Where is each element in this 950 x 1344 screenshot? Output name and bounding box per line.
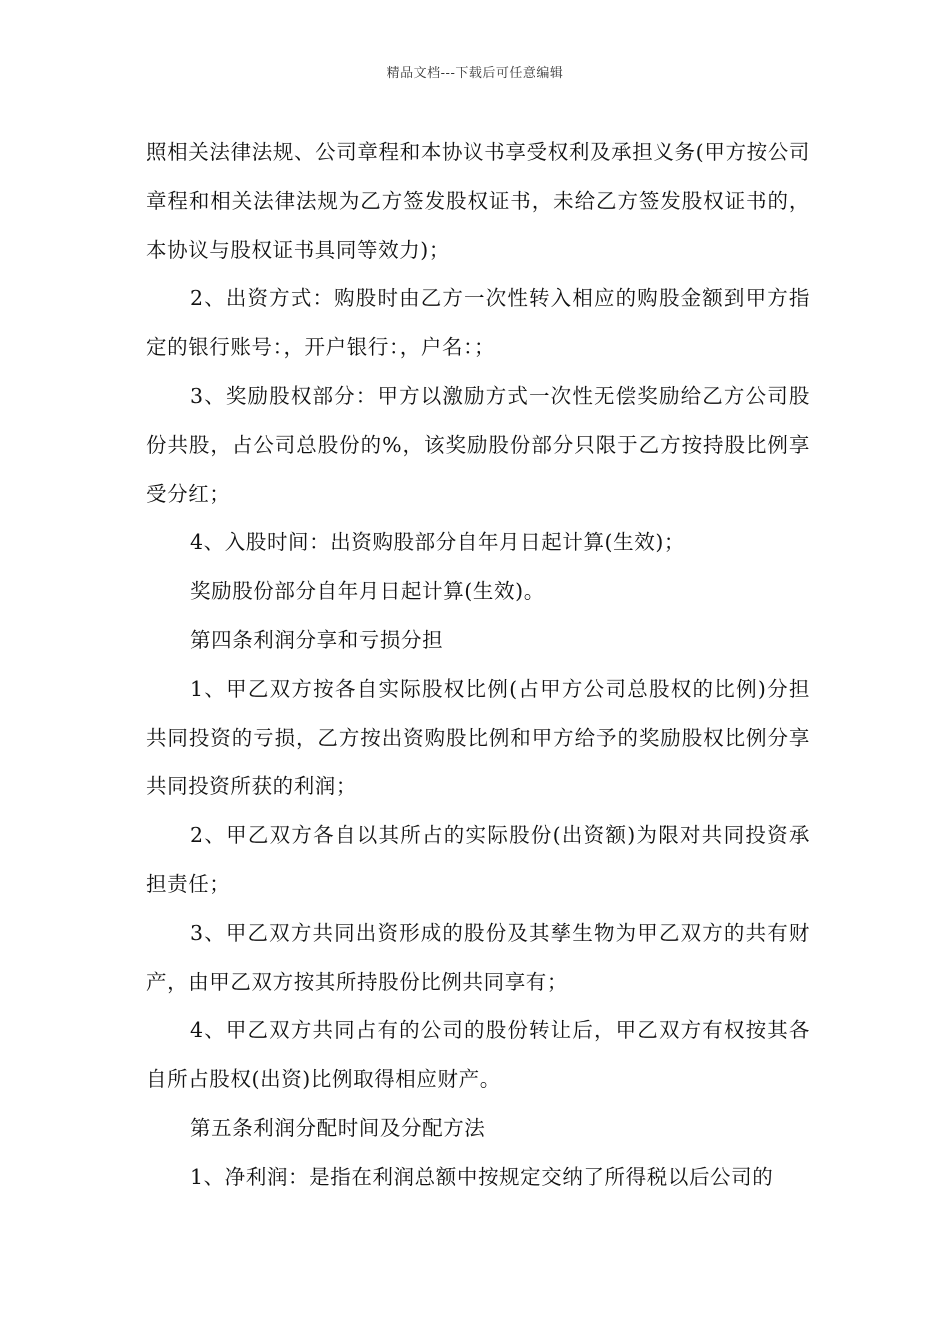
paragraph-reward-equity: 3、奖励股权部分：甲方以激励方式一次性无偿奖励给乙方公司股份共股，占公司总股份的%，该奖励股份部分只限于乙方按持股比例享受分红； [146, 383, 810, 506]
paragraph-liability-limit: 2、甲乙双方各自以其所占的实际股份(出资额)为限对共同投资承担责任； [146, 823, 810, 896]
article-5-heading: 第五条利润分配时间及分配方法 [190, 1115, 486, 1140]
page-header: 精品文档---下载后可任意编辑 [386, 66, 564, 81]
paragraph-profit-loss-sharing: 1、甲乙双方按各自实际股权比例(占甲方公司总股权的比例)分担共同投资的亏损，乙方按出资购股比例和甲方给予的奖励股权比例分享共同投资所获的利润； [146, 676, 810, 799]
paragraph-investment-method: 2、出资方式：购股时由乙方一次性转入相应的购股金额到甲方指定的银行账号：，开户银行：，户名：； [146, 286, 810, 360]
paragraph-joint-property: 3、甲乙双方共同出资形成的股份及其孳生物为甲乙双方的共有财产，由甲乙双方按其所持股份比例共同享有； [146, 920, 810, 994]
paragraph-share-entry-time: 4、入股时间：出资购股部分自年月日起计算(生效)； [190, 530, 686, 555]
paragraph-share-transfer: 4、甲乙双方共同占有的公司的股份转让后，甲乙双方有权按其各自所占股权(出资)比例取得相应财产。 [146, 1018, 810, 1092]
paragraph-continuation: 照相关法律法规、公司章程和本协议书享受权利及承担义务(甲方按公司章程和相关法律法规为乙方签发股权证书，未给乙方签发股权证书的，本协议与股权证书具同等效力)； [146, 140, 810, 262]
paragraph-reward-effective-time: 奖励股份部分自年月日起计算(生效)。 [190, 579, 545, 604]
article-4-heading: 第四条利润分享和亏损分担 [190, 627, 444, 652]
document-body [146, 128, 810, 1202]
paragraph-net-profit: 1、净利润：是指在利润总额中按规定交纳了所得税以后公司的 [190, 1164, 774, 1189]
